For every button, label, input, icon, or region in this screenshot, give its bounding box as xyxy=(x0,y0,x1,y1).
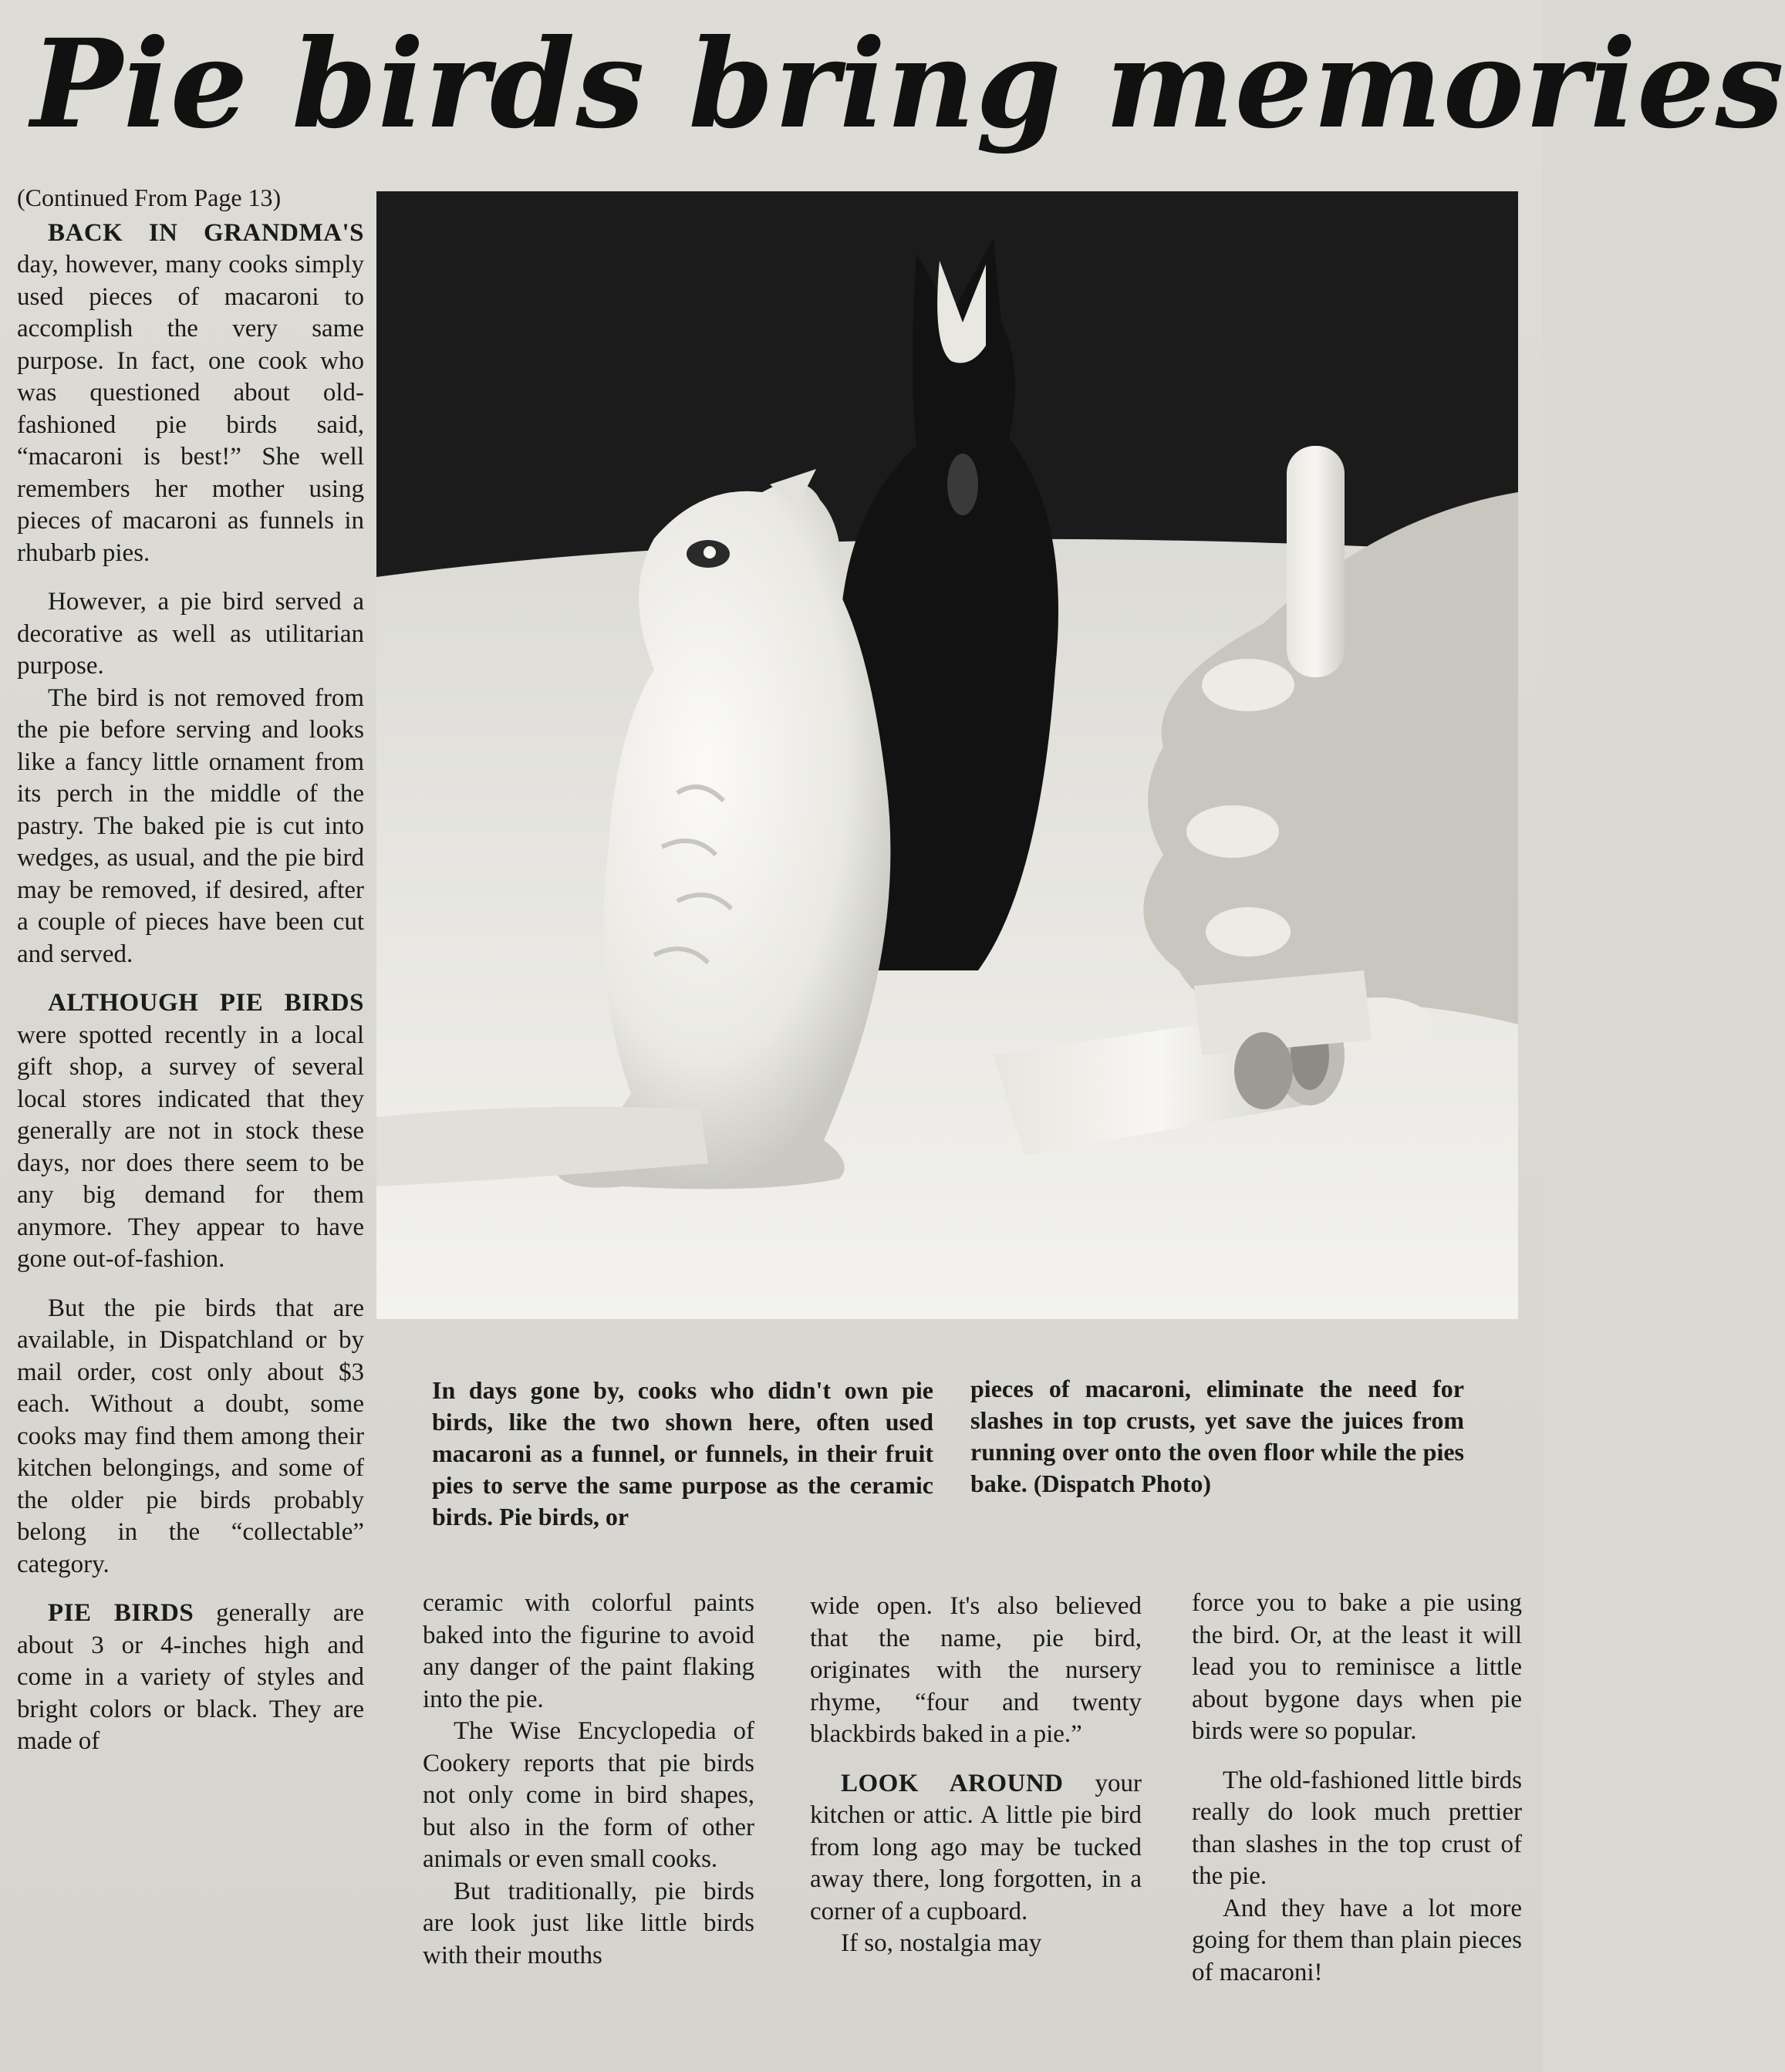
paragraph xyxy=(17,1598,364,1758)
pie-bird-photo xyxy=(376,191,1518,1319)
caption-text: In days gone by, cooks who didn't own pie birds, like the two shown here, often used macaroni as a funnel, or funnels, in their fruit pies to serve the same purpose as the ceramic birds. Pie birds, or xyxy=(432,1376,933,1530)
paragraph-lead: PIE BIRDS xyxy=(48,1599,194,1627)
paragraph: And they have a lot more going for them than plain pieces of macaroni! xyxy=(1192,1894,1522,1986)
photo-caption-left xyxy=(432,1375,933,1529)
paragraph xyxy=(17,218,364,570)
paragraph: The old-fashioned little birds really do look much prettier than slashes in the top crust of the pie. xyxy=(1192,1766,1522,1890)
paragraph: force you to bake a pie using the bird. Or, at the least it will lead you to reminisce a little about bygone days when pie birds were so popular. xyxy=(1192,1589,1522,1745)
headline: Pie birds bring memories xyxy=(31,13,1785,156)
paragraph xyxy=(17,987,364,1276)
column-4 xyxy=(1192,1588,1522,2066)
continued-note: (Continued From Page 13) xyxy=(17,184,282,211)
paragraph: The bird is not removed from the pie before serving and looks like a fancy little ornament from its perch in the middle of the pastry. The baked pie is cut into wedges, as usual, and the pie bird may be removed, if desired, after a couple of pieces have been cut and served. xyxy=(17,683,364,968)
paragraph: ceramic with colorful paints baked into the figurine to avoid any danger of the paint flaking into the pie. xyxy=(423,1589,754,1713)
paragraph-lead: BACK IN GRANDMA'S xyxy=(48,218,364,247)
macaroni-upright-icon xyxy=(1287,446,1345,677)
paragraph-text: were spotted recently in a local gift shop, a survey of several local stores indicated that they generally are not in stock these days, nor does there seem to be any big demand for them anymore. They appear to have gone out-of-fashion. xyxy=(17,1021,364,1273)
photo-caption-right xyxy=(970,1373,1464,1527)
paragraph: However, a pie bird served a decorative as well as utilitarian purpose. xyxy=(17,588,364,680)
paragraph: wide open. It's also believed that the name, pie bird, originates with the nursery rhyme, “four and twenty blackbirds baked in a pie.” xyxy=(810,1592,1142,1748)
paragraph-lead: ALTHOUGH PIE BIRDS xyxy=(48,989,364,1017)
paragraph: But traditionally, pie birds are look just like little birds with their mouths xyxy=(423,1877,754,1969)
paragraph xyxy=(810,1768,1142,1929)
column-2 xyxy=(423,1588,754,2066)
paragraph-lead: LOOK AROUND xyxy=(841,1769,1064,1797)
column-1 xyxy=(17,182,364,2064)
paragraph: If so, nostalgia may xyxy=(841,1929,1042,1957)
paragraph-text: your kitchen or attic. A little pie bird from long ago may be tucked away there, long forgotten, in a corner of a cupboard. xyxy=(810,1769,1142,1925)
column-3 xyxy=(810,1591,1142,2069)
photo-illustration xyxy=(376,191,1518,1319)
paragraph: The Wise Encyclopedia of Cookery reports that pie birds not only come in bird shapes, but also in the form of other animals or even small cooks. xyxy=(423,1717,754,1873)
caption-text: pieces of macaroni, eliminate the need for slashes in top crusts, yet save the juices from running over onto the oven floor while the pies bake. (Dispatch Photo) xyxy=(970,1375,1464,1497)
paragraph: But the pie birds that are available, in Dispatchland or by mail order, cost only about $3 each. Without a doubt, some cooks may find them among their kitchen belongings, and some of the older pie birds probably belong in the “collectable” category. xyxy=(17,1294,364,1578)
paragraph-text: day, however, many cooks simply used pieces of macaroni to accomplish the very same purpose. In fact, one cook who was questioned about old-fashioned pie birds said, “macaroni is best!” She well remembers her mother using pieces of macaroni as funnels in rhubarb pies. xyxy=(17,251,364,567)
paragraph-text: generally are about 3 or 4-inches high and come in a variety of styles and bright colors or black. They are made of xyxy=(17,1599,364,1755)
